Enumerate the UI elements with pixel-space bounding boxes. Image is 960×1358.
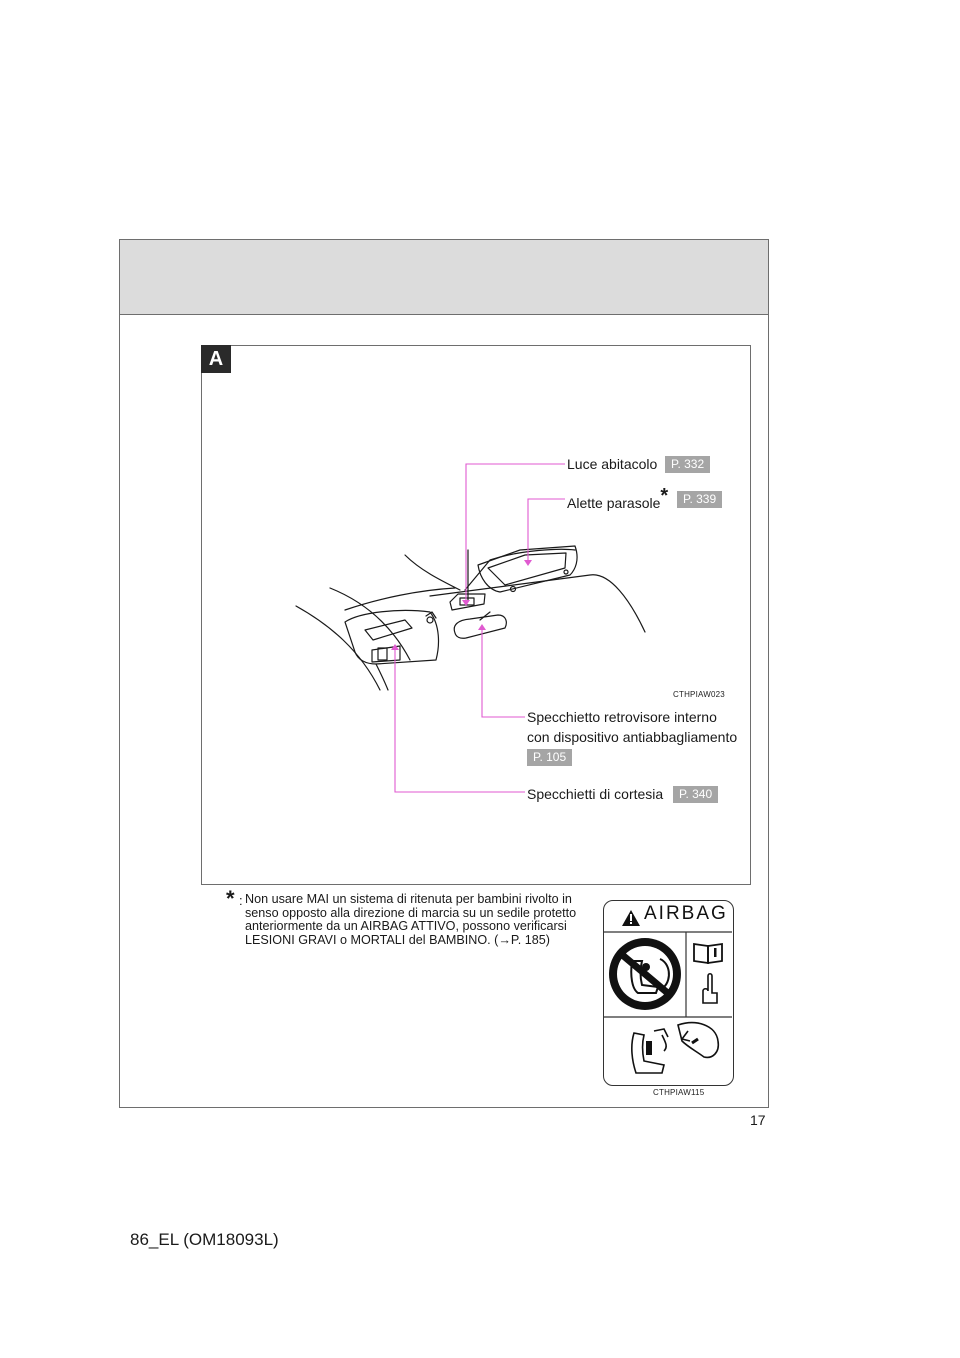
airbag-warning-label [603,900,734,1086]
page-number: 17 [750,1112,766,1128]
footnote-text: Non usare MAI un sistema di ritenuta per bambini rivolto in senso opposto alla direzione di marcia su un sedile protetto anteriormente da un AIRBAG ATTIVO, possono verificarsi LESIONI GRAVI o MORTALI del BAMBINO. (→P. 185) [245,892,577,947]
footnote-asterisk: * [226,886,235,911]
page-ref-vanity-mirrors[interactable]: P. 340 [673,786,718,803]
footnote-colon: : [239,893,243,908]
airbag-title: AIRBAG [644,903,728,924]
left-pillar-line [296,606,380,690]
page-ref-rearview-mirror[interactable]: P. 105 [527,749,572,766]
callout-label-vanity-mirrors: Specchietti di cortesia [527,786,664,802]
page-ref-dome-light[interactable]: P. 332 [665,456,710,473]
callout-label-rearview-line1: Specchietto retrovisore interno [527,709,717,725]
callout-label-sun-visor: Alette parasole* [567,485,669,511]
warning-triangle-icon [622,910,640,926]
callout-label-rearview-line2: con dispositivo antiabbagliamento [527,729,738,745]
callout-line-sun-visor [528,499,565,562]
manual-book-icon [694,944,722,963]
page-ref-sun-visor[interactable]: P. 339 [677,491,722,508]
no-child-seat-icon [609,938,681,1010]
airbag-image-code: CTHPIAW115 [653,1088,705,1097]
callout-line-rearview-mirror [482,628,525,717]
document-code: 86_EL (OM18093L) [130,1230,279,1249]
figure-image-code: CTHPIAW023 [673,690,725,699]
callout-line-vanity-mirror [395,648,525,792]
callout-label-dome-light: Luce abitacolo [567,456,658,472]
figure-badge: A [201,345,231,373]
pointing-hand-icon [703,974,717,1003]
airbag-deploy-icon [632,1023,718,1073]
airbag-label-graphics [604,901,732,1084]
asterisk-mark: * [660,485,669,507]
